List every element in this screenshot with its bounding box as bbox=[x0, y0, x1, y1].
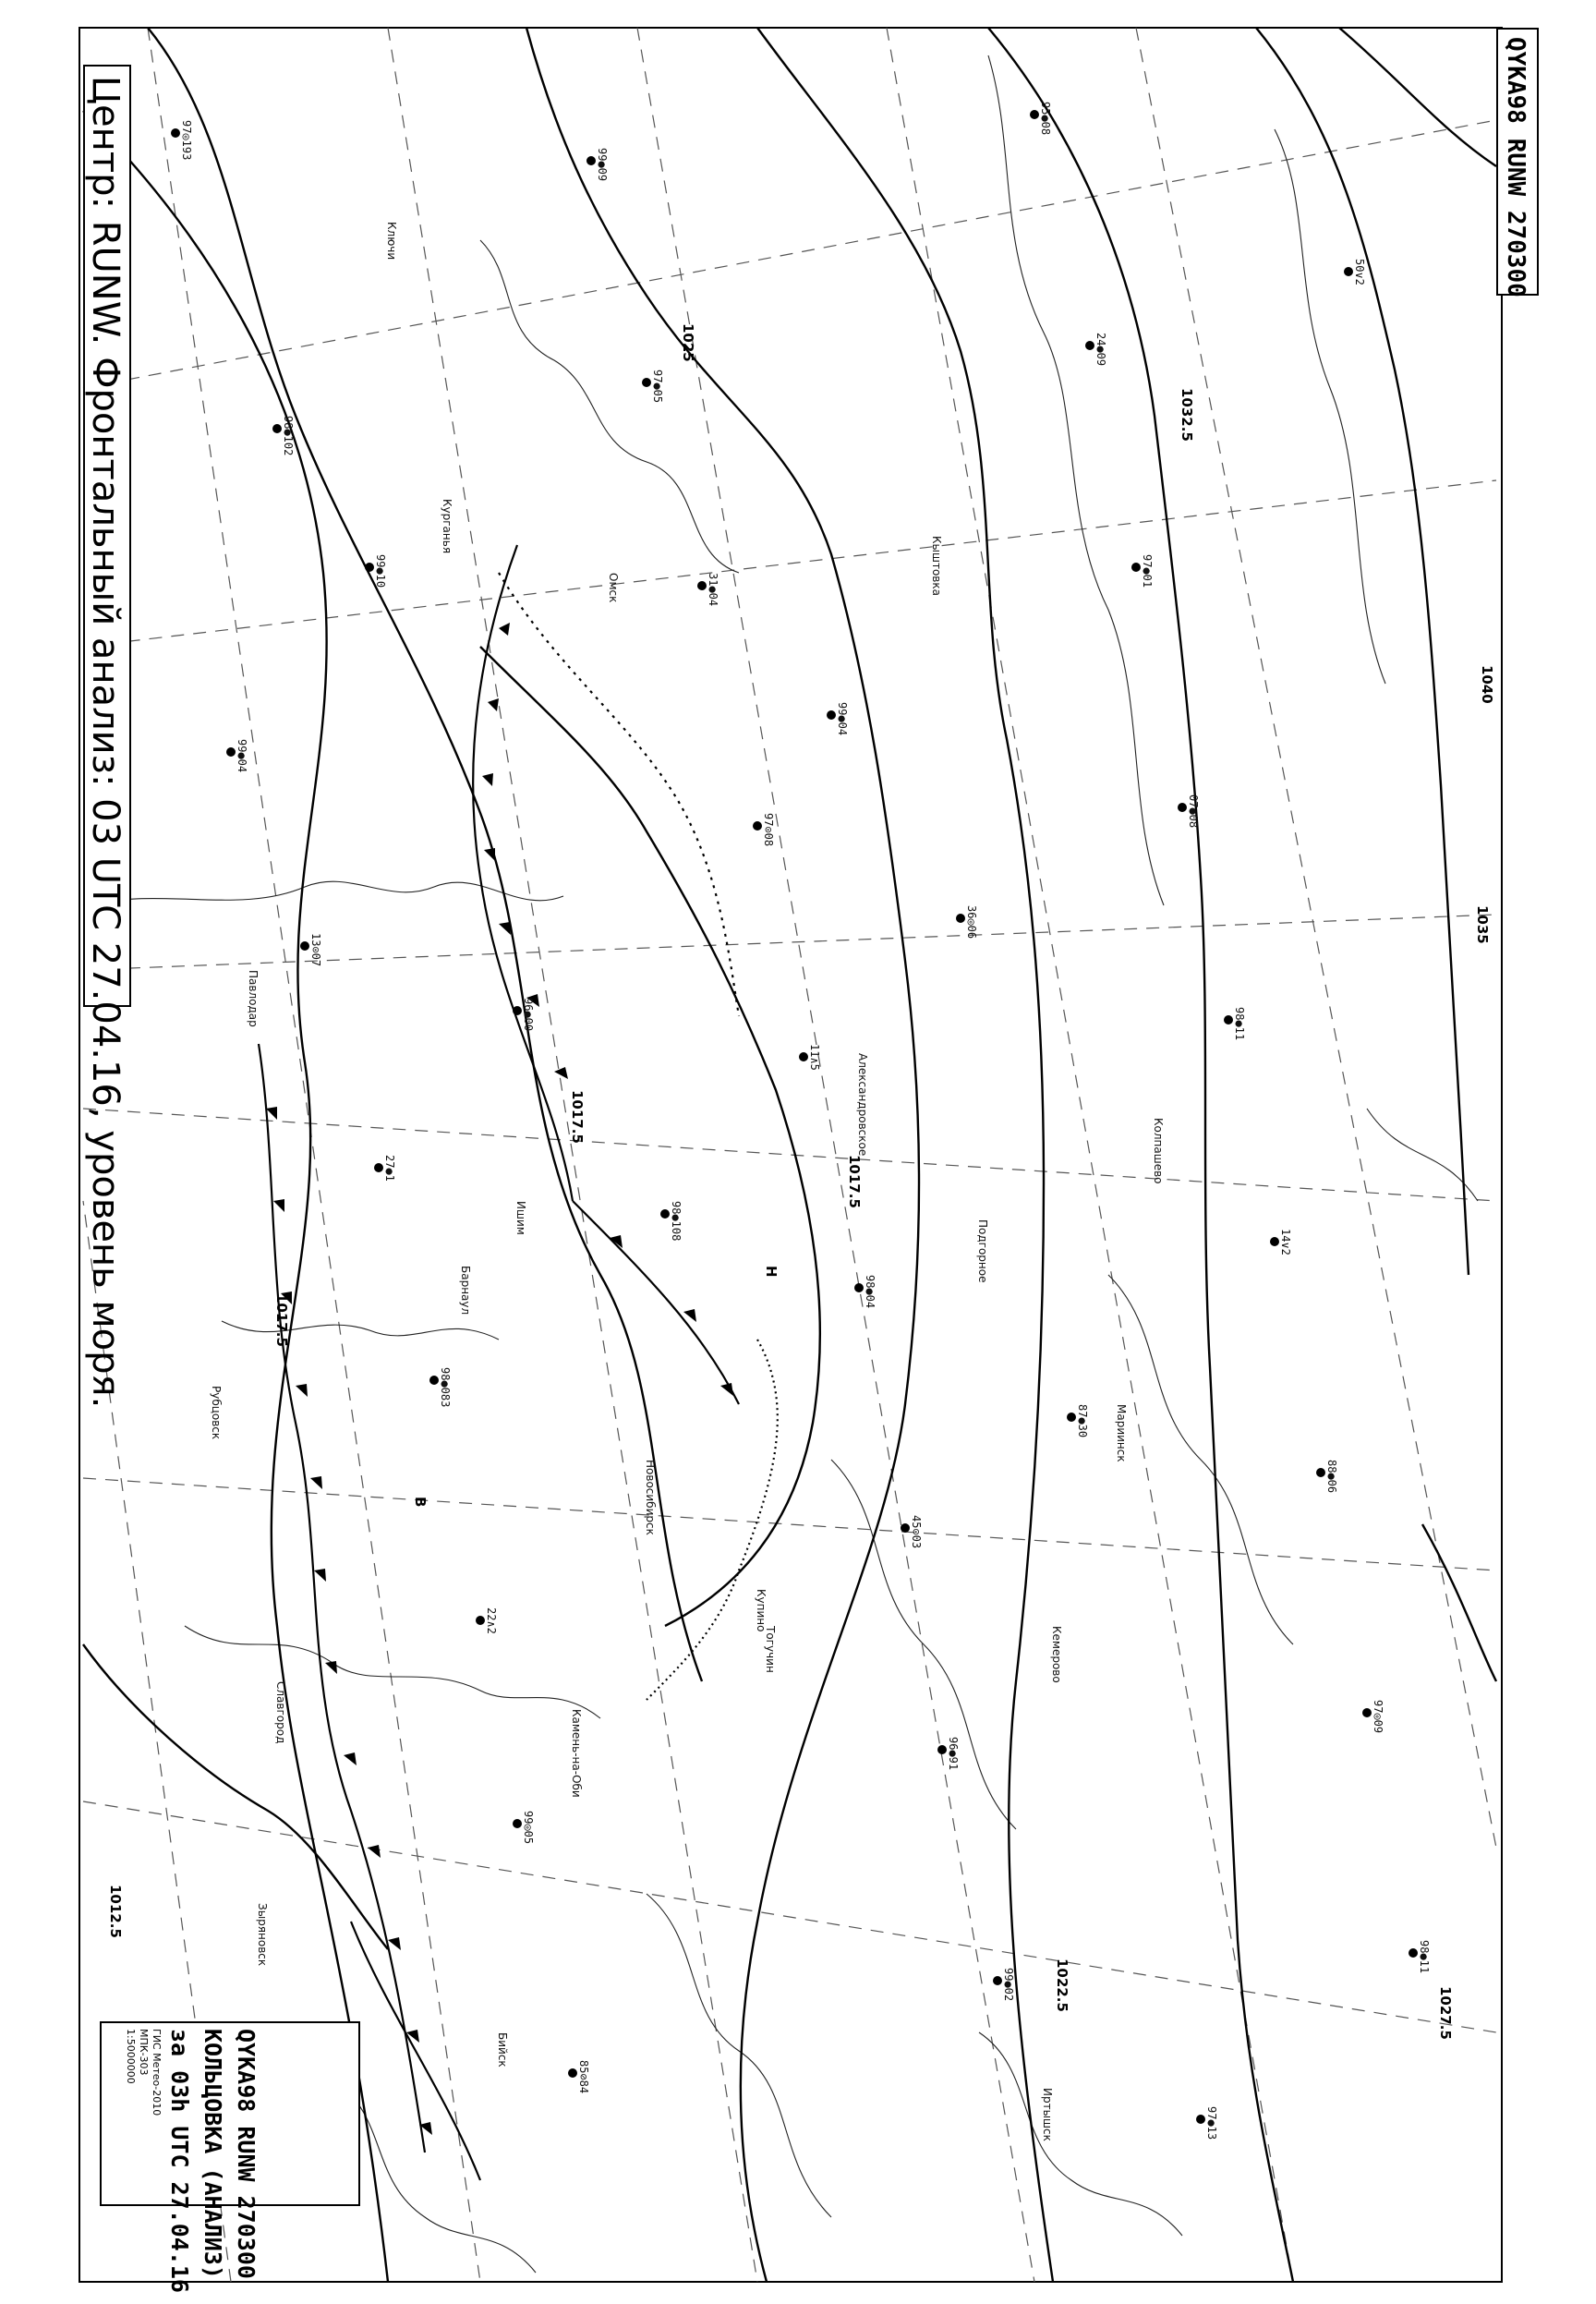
station-value: 85⊘84 bbox=[577, 2060, 590, 2094]
station-plot bbox=[1409, 1940, 1431, 1973]
station-plot bbox=[226, 739, 248, 772]
station-marker bbox=[901, 1523, 910, 1533]
legend-format: МПК-303 bbox=[138, 2029, 150, 2076]
station-value: 98●108 bbox=[670, 1201, 683, 1242]
station-value: 97●05 bbox=[651, 370, 664, 404]
station-marker bbox=[1362, 1708, 1372, 1717]
station-value: 99◎05 bbox=[522, 1811, 535, 1845]
station-value: 50∨2 bbox=[1353, 259, 1366, 285]
station-marker bbox=[1224, 1015, 1233, 1025]
station-marker bbox=[956, 914, 965, 923]
station-value: 98●083 bbox=[439, 1367, 452, 1408]
station-plot bbox=[1196, 2106, 1218, 2140]
city-label: Александровское bbox=[856, 1053, 869, 1157]
station-plot bbox=[1270, 1229, 1292, 1255]
station-marker bbox=[586, 156, 596, 165]
station-plot bbox=[1316, 1460, 1338, 1493]
station-value: 87●30 bbox=[1076, 1404, 1089, 1438]
station-value: 07●08 bbox=[1187, 794, 1200, 829]
city-label: Омск bbox=[607, 573, 620, 603]
isobar-value: 1032.5 bbox=[1179, 388, 1195, 442]
station-marker bbox=[854, 1283, 864, 1292]
station-value: 99●02 bbox=[1002, 1968, 1015, 2002]
station-marker bbox=[1409, 1948, 1418, 1958]
station-plot bbox=[568, 2060, 590, 2093]
station-marker bbox=[799, 1052, 808, 1061]
city-label: Тогучин bbox=[764, 1626, 777, 1673]
station-marker bbox=[429, 1376, 439, 1385]
station-marker bbox=[226, 747, 236, 757]
station-marker bbox=[1178, 803, 1187, 812]
station-plot bbox=[476, 1607, 498, 1634]
city-label: Подгорное bbox=[976, 1219, 989, 1283]
legend-code: QYKA98 RUNW 270300 bbox=[233, 2029, 260, 2279]
city-label: Кемерово bbox=[1050, 1626, 1063, 1683]
station-plot bbox=[300, 933, 322, 966]
city-label: Барнаул bbox=[459, 1266, 472, 1316]
legend-software: ГИС Метео-2010 bbox=[151, 2029, 163, 2116]
station-plot bbox=[1085, 333, 1107, 366]
station-plot bbox=[272, 416, 295, 455]
station-value: 96●00 bbox=[522, 998, 535, 1032]
station-value: 99●04 bbox=[236, 739, 248, 773]
city-label: Купино bbox=[755, 1589, 768, 1632]
station-marker bbox=[1131, 563, 1141, 572]
city-label: Славгород bbox=[274, 1681, 287, 1744]
station-value: 97●13 bbox=[1205, 2106, 1218, 2140]
station-value: 11∧5 bbox=[808, 1044, 821, 1071]
station-plot bbox=[513, 998, 535, 1031]
station-value: 97●01 bbox=[1141, 554, 1154, 588]
station-plot bbox=[799, 1044, 821, 1071]
station-value: 31●04 bbox=[707, 573, 719, 607]
station-plot bbox=[429, 1367, 452, 1407]
map-title: Центр: RUNW. Фронтальный анализ: 03 UTC 27.04.16, уровень моря. bbox=[83, 65, 131, 1007]
station-value: 98●11 bbox=[1233, 1007, 1246, 1041]
isobar-value: 1022.5 bbox=[1054, 1958, 1070, 2012]
station-plot bbox=[1067, 1404, 1089, 1437]
station-plot bbox=[365, 554, 387, 588]
station-value: 98●04 bbox=[864, 1275, 877, 1309]
city-label: Ключи bbox=[385, 222, 398, 261]
station-value: 45⊙03 bbox=[910, 1515, 923, 1549]
station-plot bbox=[1178, 794, 1200, 828]
isobar-value: 1040 bbox=[1479, 665, 1495, 704]
station-plot bbox=[956, 905, 978, 939]
station-plot bbox=[1344, 259, 1366, 285]
city-label: Камень-на-Оби bbox=[570, 1709, 583, 1798]
product-code-label: QYKA98 RUNW 270300 bbox=[1496, 28, 1539, 296]
station-plots bbox=[171, 102, 1431, 2140]
legend-time: за 03h UTC 27.04.16 bbox=[166, 2029, 193, 2293]
station-marker bbox=[1316, 1468, 1325, 1477]
station-marker bbox=[272, 424, 282, 433]
station-marker bbox=[513, 1006, 522, 1015]
station-plot bbox=[513, 1811, 535, 1844]
map-frame bbox=[79, 28, 1502, 2282]
station-value: 98●11 bbox=[1418, 1940, 1431, 1974]
isobar-value: 1017.5 bbox=[846, 1155, 863, 1208]
station-value: 97⊙08 bbox=[762, 813, 775, 847]
city-label: Кыштовка bbox=[930, 536, 943, 596]
station-plot bbox=[1131, 554, 1154, 588]
city-label: Колпашево bbox=[1152, 1118, 1165, 1184]
city-label: Новосибирск bbox=[644, 1460, 657, 1535]
station-plot bbox=[993, 1968, 1015, 2001]
city-label: Павлодар bbox=[247, 970, 260, 1027]
station-plot bbox=[586, 148, 609, 181]
isobar-value: 1017.5 bbox=[569, 1090, 586, 1144]
city-label: Бийск bbox=[496, 2032, 509, 2068]
station-value: 13⊙07 bbox=[309, 933, 322, 967]
station-marker bbox=[827, 710, 836, 720]
station-value: 27●1 bbox=[383, 1155, 396, 1182]
station-marker bbox=[993, 1976, 1002, 1985]
legend-scale: 1:5000000 bbox=[125, 2029, 137, 2084]
city-label: Рубцовск bbox=[210, 1386, 223, 1440]
station-marker bbox=[1344, 267, 1353, 276]
station-plot bbox=[171, 120, 193, 160]
city-label: Ишим bbox=[514, 1201, 527, 1235]
station-marker bbox=[513, 1819, 522, 1828]
station-value: 98●102 bbox=[282, 416, 295, 456]
station-marker bbox=[1067, 1413, 1076, 1422]
isobar-value: 1027.5 bbox=[1437, 1986, 1454, 2040]
station-value: 99●10 bbox=[374, 554, 387, 588]
station-value: 88●06 bbox=[1325, 1460, 1338, 1494]
station-marker bbox=[697, 581, 707, 590]
legend-title: КОЛЬЦОВКА (АНАЛИЗ) bbox=[200, 2029, 226, 2279]
isobars bbox=[83, 28, 1496, 2282]
station-value: 95●08 bbox=[1039, 102, 1052, 136]
front-markers bbox=[266, 623, 733, 2135]
station-marker bbox=[171, 128, 180, 138]
city-label: Курганья bbox=[441, 499, 453, 554]
station-plot bbox=[697, 573, 719, 606]
isobar-value: 1012.5 bbox=[107, 1885, 124, 1938]
station-marker bbox=[642, 378, 651, 387]
coordinate-grid bbox=[83, 28, 1496, 2282]
station-value: 99●09 bbox=[596, 148, 609, 182]
station-marker bbox=[937, 1745, 947, 1754]
station-marker bbox=[374, 1163, 383, 1172]
city-label: Мариинск bbox=[1115, 1404, 1128, 1462]
high-pressure-center: В bbox=[412, 1497, 429, 1508]
station-value: 24●09 bbox=[1094, 333, 1107, 367]
station-marker bbox=[660, 1209, 670, 1219]
low-pressure-center: Н bbox=[763, 1266, 780, 1278]
station-plot bbox=[1362, 1700, 1384, 1733]
station-value: 36◎06 bbox=[965, 905, 978, 940]
station-marker bbox=[365, 563, 374, 572]
station-value: 96●91 bbox=[947, 1737, 960, 1771]
station-marker bbox=[300, 941, 309, 951]
fronts bbox=[259, 545, 778, 2180]
station-marker bbox=[476, 1616, 485, 1625]
isobar-value: 1035 bbox=[1474, 905, 1491, 944]
station-plot bbox=[1224, 1007, 1246, 1040]
station-marker bbox=[568, 2068, 577, 2078]
station-value: 22∧2 bbox=[485, 1607, 498, 1634]
station-value: 14∨2 bbox=[1279, 1229, 1292, 1255]
station-value: 99●04 bbox=[836, 702, 849, 736]
isobar-value: 1017.5 bbox=[273, 1293, 290, 1347]
station-value: 97◎09 bbox=[1372, 1700, 1384, 1734]
station-plot bbox=[1030, 102, 1052, 135]
station-marker bbox=[753, 821, 762, 831]
station-plot bbox=[937, 1737, 960, 1770]
station-plot bbox=[827, 702, 849, 735]
station-marker bbox=[1196, 2115, 1205, 2124]
station-value: 97◎193 bbox=[180, 120, 193, 161]
station-marker bbox=[1085, 341, 1094, 350]
station-plot bbox=[374, 1155, 396, 1182]
isobar-value: 1025 bbox=[680, 323, 696, 362]
station-marker bbox=[1270, 1237, 1279, 1246]
station-plot bbox=[660, 1201, 683, 1241]
legend-content bbox=[124, 2029, 262, 2293]
city-label: Зыряновск bbox=[256, 1903, 269, 1967]
station-plot bbox=[753, 813, 775, 846]
station-marker bbox=[1030, 110, 1039, 119]
station-plot bbox=[642, 370, 664, 403]
geography-lines bbox=[83, 55, 1478, 2273]
city-label: Иртышск bbox=[1041, 2088, 1054, 2141]
